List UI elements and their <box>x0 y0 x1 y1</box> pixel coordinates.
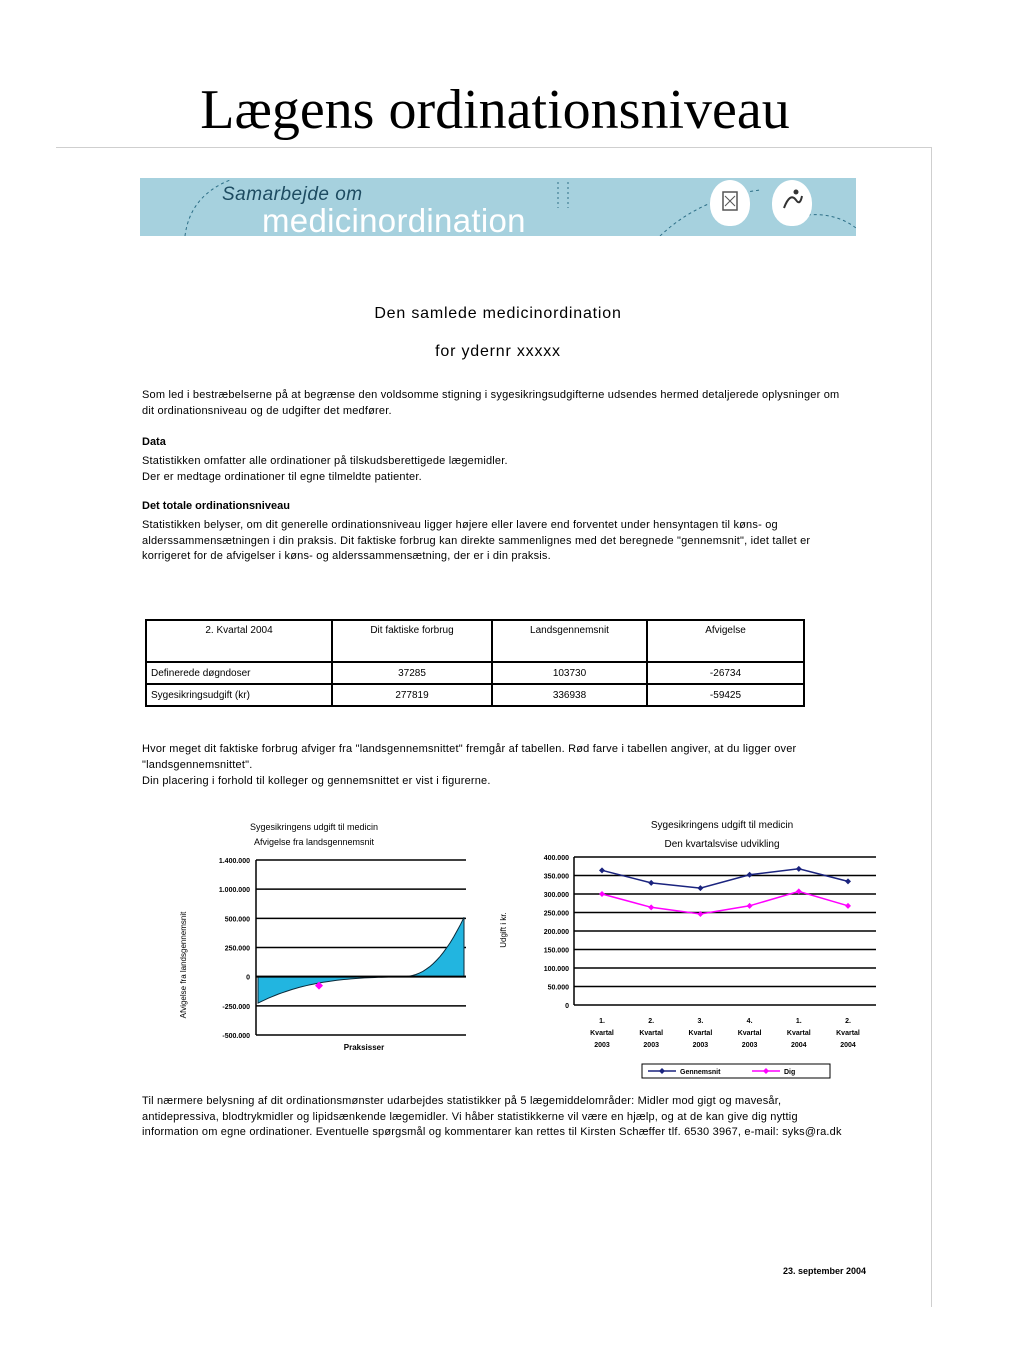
data-point <box>747 872 753 878</box>
data-point <box>845 903 851 909</box>
data-point <box>599 867 605 873</box>
table-header-row <box>146 620 804 662</box>
right-border <box>931 147 932 1307</box>
x-axis-label: Praksisser <box>343 1043 385 1052</box>
x-tick-label: 3. <box>697 1018 704 1025</box>
legend-label: Gennemsnit <box>680 1069 721 1076</box>
y-axis-label: Afvigelse fra landsgennemsnit <box>179 911 188 1019</box>
figure-explanation: Din placering i forhold til kolleger og gennemsnittet er vist i figurerne. <box>142 775 491 787</box>
x-tick-label: Kvartal <box>639 1030 664 1037</box>
x-tick-label: 1. <box>795 1018 802 1025</box>
data-point <box>796 866 802 872</box>
series-line <box>602 891 848 914</box>
data-text-1: Statistikken omfatter alle ordinationer på tilskudsberettigede lægemidler. <box>142 455 508 467</box>
x-tick-label: Kvartal <box>836 1030 860 1037</box>
table-cell: 336938 <box>492 684 647 706</box>
chart-title: Sygesikringens udgift til medicin <box>249 822 379 832</box>
banner <box>140 178 856 236</box>
document-date: 23. september 2004 <box>782 1266 866 1276</box>
total-heading: Det totale ordinationsniveau <box>142 500 290 512</box>
x-tick-label: 4. <box>746 1018 753 1025</box>
series-line <box>602 869 848 888</box>
chart-subtitle: Den kvartalsvise udvikling <box>664 839 780 850</box>
data-point <box>845 878 851 884</box>
intro-paragraph: Som led i bestræbelserne på at begrænse den voldsomme stigning i sygesikringsudgifterne udsendes hermed detaljerede oplysninger om dit ordinationsniveau og de udgifter det medfører. <box>142 389 840 417</box>
table-header: Landsgennemsnit <box>492 620 647 662</box>
x-tick-label: 2. <box>845 1018 851 1025</box>
table-header: Dit faktiske forbrug <box>332 620 492 662</box>
x-tick-label: 2003 <box>643 1042 659 1049</box>
y-tick-label: 1.000.000 <box>218 887 250 895</box>
slide-title: Lægens ordinationsniveau <box>200 79 790 141</box>
comparison-table <box>145 619 805 707</box>
x-tick-label: 2003 <box>692 1042 709 1049</box>
document-title: Den samlede medicinordination <box>374 305 622 322</box>
data-point <box>599 891 605 897</box>
deviation-chart <box>176 815 476 1055</box>
y-tick-label: 100.000 <box>543 966 569 973</box>
data-text-2: Der er medtage ordinationer til egne tilmeldte patienter. <box>142 471 422 483</box>
bird-logo <box>772 180 812 226</box>
table-cell: 37285 <box>332 662 492 684</box>
title-divider <box>56 147 932 148</box>
x-tick-label: Kvartal <box>590 1030 614 1037</box>
y-tick-label: 0 <box>246 974 250 982</box>
x-tick-label: 1. <box>599 1018 605 1025</box>
table-cell: 277819 <box>332 684 492 706</box>
y-tick-label: 250.000 <box>224 945 250 953</box>
y-tick-label: 50.000 <box>547 984 569 992</box>
y-tick-label: 200.000 <box>543 929 569 936</box>
document-subtitle: for ydernr xxxxx <box>435 343 561 360</box>
legend-label: Dig <box>784 1069 796 1076</box>
y-axis-label: Udgift i kr. <box>499 912 508 948</box>
y-tick-label: 150.000 <box>543 947 569 955</box>
table-row <box>146 662 804 684</box>
y-tick-label: 300.000 <box>543 892 569 899</box>
x-tick-label: 2004 <box>791 1042 807 1049</box>
y-tick-label: 0 <box>565 1003 569 1010</box>
deviation-area <box>258 917 464 1003</box>
table-row <box>146 684 804 706</box>
x-tick-label: Kvartal <box>786 1030 811 1037</box>
chart-subtitle: Afvigelse fra landsgennemsnit <box>253 837 375 847</box>
x-tick-label: Kvartal <box>688 1030 713 1037</box>
y-tick-label: 400.000 <box>543 855 569 862</box>
chart-title: Sygesikringens udgift til medicin <box>650 820 794 831</box>
table-header: 2. Kvartal 2004 <box>146 620 332 662</box>
data-heading: Data <box>142 436 166 448</box>
data-point <box>648 880 654 886</box>
table-cell: Sygesikringsudgift (kr) <box>146 684 332 706</box>
table-explanation: Hvor meget dit faktiske forbrug afviger fra "landsgennemsnittet" fremgår af tabellen. Rød farve i tabellen angiver, at du ligger over "landsgennemsnittet". <box>142 743 797 771</box>
x-tick-label: 2003 <box>741 1042 758 1049</box>
table-cell: -26734 <box>647 662 804 684</box>
table-header: Afvigelse <box>647 620 804 662</box>
table-cell: Definerede døgndoser <box>146 662 332 684</box>
x-tick-label: 2004 <box>840 1042 856 1049</box>
y-tick-label: 500.000 <box>224 916 250 924</box>
y-tick-label: 1.400.000 <box>218 858 250 865</box>
y-tick-label: 350.000 <box>543 873 569 881</box>
y-tick-label: 250.000 <box>543 910 569 918</box>
y-tick-label: -250.000 <box>222 1003 250 1011</box>
data-point <box>697 885 703 891</box>
total-paragraph: Statistikken belyser, om dit generelle ordinationsniveau ligger højere eller lavere end forventet under hensyntagen til køns- og alderssammensætningen i din praksis. Dit faktiske forbrug kan direkte sammenlignes med det beregnede "gennemsnit", idet tallet er korrigeret for de afvigelser i køns- og alderssammensætning, der er i din praksis. <box>142 519 811 562</box>
quarterly-line-chart <box>496 812 888 1084</box>
table-cell: -59425 <box>647 684 804 706</box>
table-cell: 103730 <box>492 662 647 684</box>
banner-main-text: medicinordination <box>262 202 526 236</box>
footer-paragraph: Til nærmere belysning af dit ordinationsmønster udarbejdes statistikker på 5 lægemiddelområder: Midler mod gigt og mavesår, antidepressiva, blodtrykmidler og lipidsænkende lægemidler. Vi håber statistikkerne vil være en hjælp, og at de kan give dig nyttig information om egne ordinationer. Eventuelle spørgsmål og kommentarer kan rettes til Kirsten Schæffer tlf. 6530 3967, e-mail: syks@ra.dk <box>142 1095 842 1138</box>
y-tick-label: -500.000 <box>222 1033 250 1040</box>
x-tick-label: 2003 <box>594 1042 610 1049</box>
data-point <box>747 903 753 909</box>
banner-top-text: Samarbejde om <box>222 184 363 205</box>
x-tick-label: 2. <box>648 1018 655 1025</box>
data-point <box>648 904 654 910</box>
x-tick-label: Kvartal <box>737 1030 762 1037</box>
coat-of-arms-logo <box>710 180 750 226</box>
